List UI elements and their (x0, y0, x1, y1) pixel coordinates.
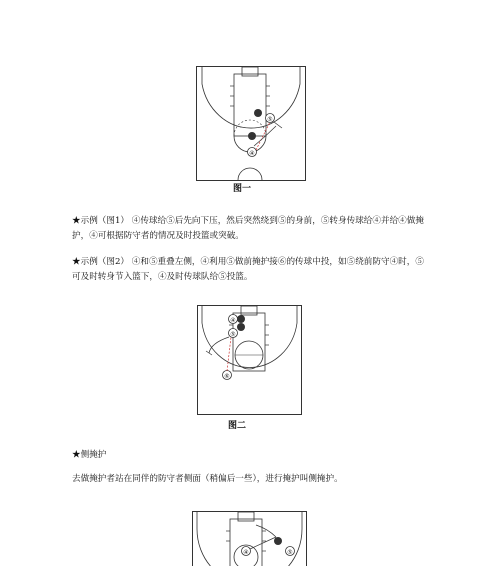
figure-2-caption: 图二 (228, 421, 247, 431)
player-label: ⑤ (267, 116, 273, 123)
paragraph-example-2 (72, 255, 430, 285)
player-label: ④ (230, 317, 236, 324)
paragraph-example-1 (72, 214, 430, 244)
text-line: ★侧掩护 (72, 450, 107, 460)
player-label: ④ (249, 150, 255, 157)
figure-1-caption: 图一 (233, 184, 252, 194)
player-label: ⑤ (230, 331, 236, 338)
player-label: ④ (243, 549, 249, 556)
figure-2-court-diagram (197, 305, 302, 415)
text-line: ★示例（图1） ④传球给⑤后先向下压，然后突然绕到⑤的身前，⑤转身传球给④并给④做掩 (72, 216, 424, 226)
text-line: 去做掩护者站在同伴的防守者侧面（稍偏后一些），进行掩护叫侧掩护。 (72, 474, 343, 484)
player-label: ⑥ (224, 373, 230, 380)
player-label: ⑤ (287, 549, 293, 556)
figure-3-court-diagram (192, 511, 307, 566)
figure-1-court-diagram (196, 66, 306, 181)
text-line: 可及时转身节入篮下，④及时传球队给⑤投篮。 (72, 272, 253, 282)
text-line: ★示例（图2） ④和⑤重叠左侧，④利用⑤做前掩护接⑥的传球中投，如⑤绕前防守④时，⑤ (72, 257, 424, 267)
text-line: 护，④可根据防守者的情况及时投篮或突破。 (72, 231, 244, 241)
section-heading-side-screen (72, 448, 430, 463)
paragraph-side-screen (72, 472, 430, 487)
